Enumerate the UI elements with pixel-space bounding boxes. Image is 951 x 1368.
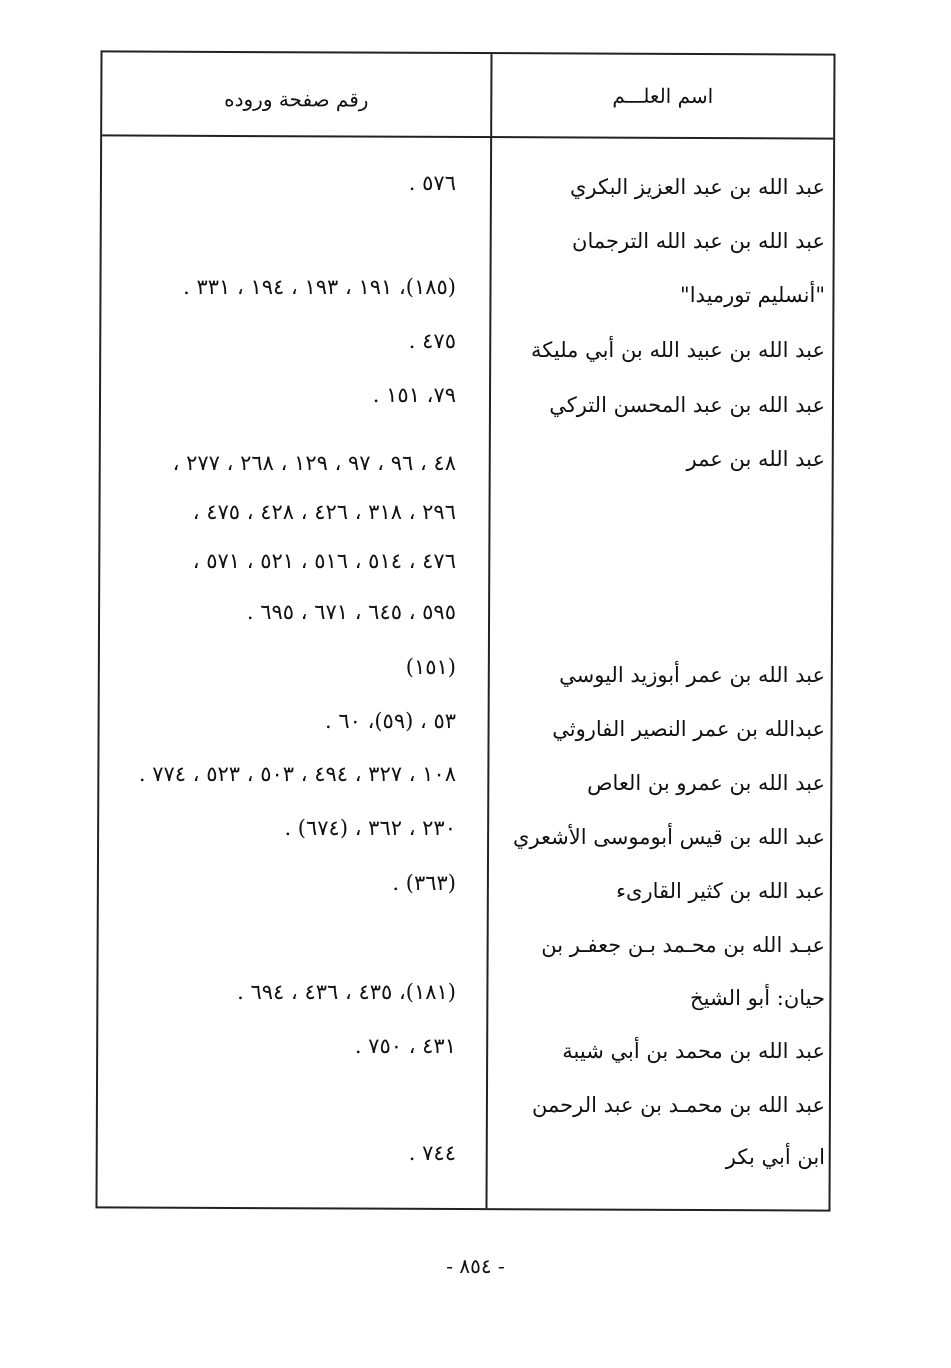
name-line: عبد الله بن عمر أبوزيد اليوسي [559, 663, 825, 687]
pages-line: ١٠٨ ، ٣٢٧ ، ٤٩٤ ، ٥٠٣ ، ٥٢٣ ، ٧٧٤ . [138, 762, 456, 786]
pages-line: ٤٧٥ . [408, 329, 456, 353]
pages-line: ٥٣ ، (٥٩)، ٦٠ . [324, 709, 456, 733]
pages-line: ٢٩٦ ، ٣١٨ ، ٤٢٦ ، ٤٢٨ ، ٤٧٥ ، [192, 500, 456, 524]
name-line: حيان: أبو الشيخ [690, 986, 825, 1010]
pages-line: ٧٩، ١٥١ . [372, 383, 456, 407]
name-line: عبد الله بن عبد العزيز البكري [569, 175, 825, 199]
pages-line: (١٨١)، ٤٣٥ ، ٤٣٦ ، ٦٩٤ . [237, 980, 456, 1004]
name-line: عبدالله بن عمر النصير الفاروثي [552, 717, 825, 741]
pages-line: (٣٦٣) . [392, 871, 456, 895]
name-line: عبد الله بن عبد الله الترجمان [572, 229, 825, 253]
header-name-column: اسم العلـــم [612, 83, 714, 109]
name-line: عبد الله بن عمرو بن العاص [587, 771, 825, 795]
pages-line: ٥٧٦ . [408, 171, 456, 195]
name-line: عبـد الله بن محـمد بـن جعفـر بن [541, 933, 825, 957]
name-line: عبد الله بن قيس أبوموسى الأشعري [513, 825, 825, 849]
name-line: عبد الله بن كثير القارىء [616, 879, 825, 903]
column-divider [485, 54, 492, 1208]
name-line: عبد الله بن عبيد الله بن أبي مليكة [531, 338, 825, 362]
pages-line: (١٥١) [405, 655, 456, 679]
pages-line: (١٨٥)، ١٩١ ، ١٩٣ ، ١٩٤ ، ٣٣١ . [183, 275, 456, 299]
name-line: عبد الله بن محمـد بن عبد الرحمن [532, 1093, 825, 1117]
pages-line: ٤٧٦ ، ٥١٤ ، ٥١٦ ، ٥٢١ ، ٥٧١ ، [192, 549, 456, 573]
name-line: عبد الله بن محمد بن أبي شيبة [562, 1039, 825, 1063]
header-pages-column: رقم صفحة وروده [224, 86, 369, 112]
name-line: ابن أبي بكر [725, 1145, 825, 1169]
pages-line: ٧٤٤ . [408, 1141, 456, 1165]
name-line: عبد الله بن عبد المحسن التركي [549, 393, 825, 417]
pages-line: ٤٣١ ، ٧٥٠ . [354, 1034, 456, 1058]
page-number: - ٨٥٤ - [446, 1254, 505, 1278]
pages-line: ٤٨ ، ٩٦ ، ٩٧ ، ١٢٩ ، ٢٦٨ ، ٢٧٧ ، [172, 451, 456, 475]
pages-line: ٥٩٥ ، ٦٤٥ ، ٦٧١ ، ٦٩٥ . [246, 600, 456, 624]
name-line: عبد الله بن عمر [686, 447, 825, 471]
name-line: "أنسليم تورميدا" [680, 283, 825, 307]
pages-line: ٢٣٠ ، ٣٦٢ ، (٦٧٤) . [284, 816, 456, 840]
